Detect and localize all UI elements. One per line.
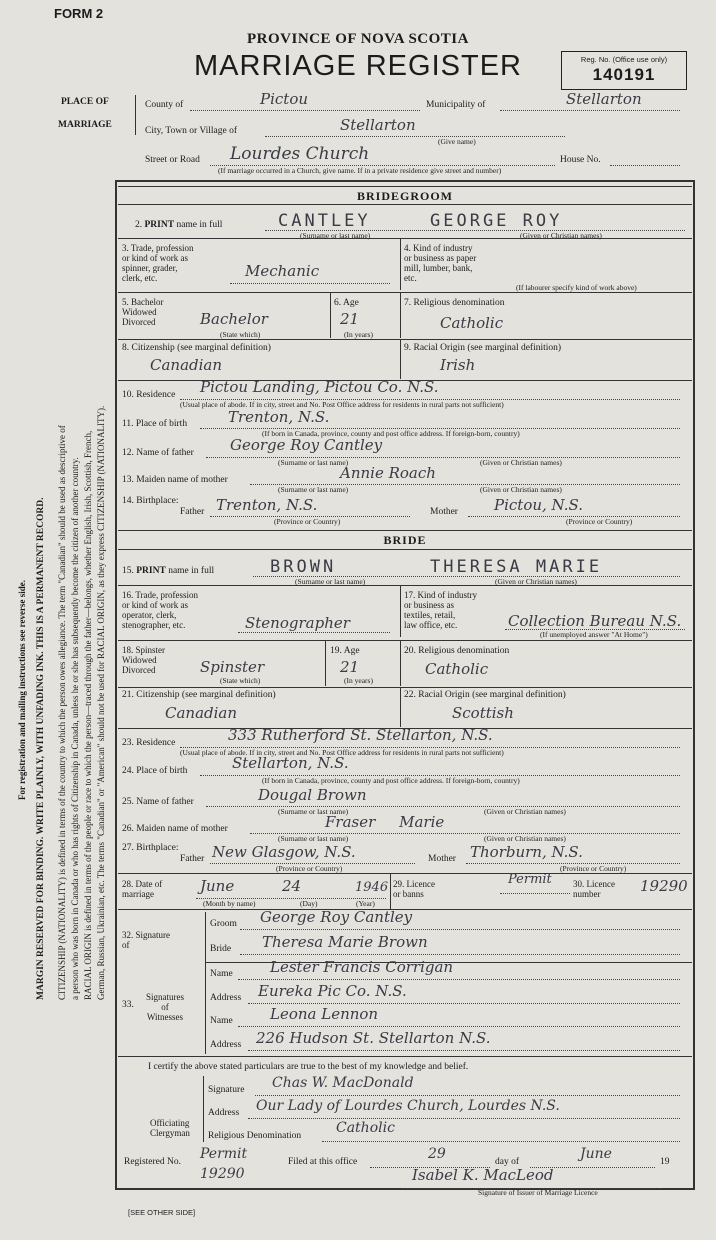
- field-2-number: 2.: [135, 220, 143, 230]
- field-27-mother-word: Mother: [428, 854, 456, 864]
- filed-day: 29: [428, 1146, 446, 1162]
- see-other-side: [SEE OTHER SIDE]: [128, 1208, 196, 1217]
- street-label: Street or Road: [145, 155, 200, 165]
- field-14-label: 14. Birthplace:: [122, 496, 179, 506]
- field-18-label: 18. Spinster Widowed Divorced: [122, 645, 166, 675]
- house-line: [610, 165, 680, 166]
- rule: [325, 640, 326, 686]
- groom-given-names: GEORGE ROY: [430, 211, 563, 231]
- marriage-month: June: [200, 877, 235, 895]
- licence-or-banns: Permit: [508, 872, 552, 887]
- place-side-label-1: PLACE OF: [61, 97, 109, 107]
- field-19-label: 19. Age: [330, 646, 360, 656]
- witness-1-name: Lester Francis Corrigan: [270, 958, 454, 976]
- field-22-label: 22. Racial Origin (see marginal definition): [404, 690, 566, 700]
- groom-racial-origin: Irish: [440, 356, 476, 374]
- reg-number-label: Reg. No. (Office use only): [580, 55, 668, 64]
- bride-father: Dougal Brown: [258, 786, 367, 804]
- clergy-address: Our Lady of Lourdes Church, Lourdes N.S.: [256, 1098, 560, 1114]
- rule: [118, 585, 692, 586]
- field-16-label: 16. Trade, profession or kind of work as operator, clerk, stenographer, etc.: [122, 590, 198, 630]
- field-12-given-caption: (Given or Christian names): [480, 458, 562, 467]
- rule: [248, 1050, 680, 1051]
- city-label: City, Town or Village of: [145, 126, 237, 136]
- margin-citizenship-def-1: CITIZENSHIP (NATIONALITY) is defined in terms of the country to which the person owes allegiance. The term "Canadian" should be used as descriptive of: [57, 425, 67, 1000]
- bride-industry: Collection Bureau N.S.: [508, 612, 682, 630]
- field-11-caption: (If born in Canada, province, county and post office address. If foreign-born, country): [262, 429, 520, 438]
- groom-trade-line: [230, 283, 390, 284]
- rule: [118, 530, 692, 531]
- witness-1-address: Eureka Pic Co. N.S.: [258, 982, 407, 1000]
- bridegroom-heading: BRIDEGROOM: [356, 189, 453, 203]
- field-28-label: 28. Date of marriage: [122, 879, 163, 899]
- bride-surname-caption: (Surname or last name): [295, 577, 366, 586]
- field-24-label: 24. Place of birth: [122, 766, 188, 776]
- clergy-denomination: Catholic: [336, 1120, 395, 1136]
- city-line: [265, 136, 565, 137]
- rule: [118, 238, 692, 239]
- field-4-label: 4. Kind of industry or business as paper mill, lumber, bank, etc.: [404, 243, 477, 283]
- field-25-label: 25. Name of father: [122, 797, 194, 807]
- province-heading: PROVINCE OF NOVA SCOTIA: [247, 31, 469, 47]
- groom-surname: CANTLEY: [278, 211, 371, 231]
- filed-label: Filed at this office: [288, 1157, 358, 1167]
- reg-number-box: [561, 51, 687, 90]
- field-27-label: 27. Birthplace:: [122, 843, 179, 853]
- field-27-mother-caption: (Province or Country): [560, 864, 627, 873]
- rule: [118, 549, 692, 550]
- form-number: FORM 2: [54, 6, 104, 21]
- bride-citizenship: Canadian: [165, 704, 238, 722]
- groom-residence: Pictou Landing, Pictou Co. N.S.: [200, 378, 439, 396]
- margin-racial-def-2: German, Russian, Ukrainian, etc. The terms "Canadian" or "American" should not be used for RACIAL ORIGIN, as they express CITIZENSHIP (NATIONALITY).: [96, 405, 106, 1000]
- place-side-label-2: MARRIAGE: [58, 120, 112, 130]
- bride-given-caption: (Given or Christian names): [495, 577, 577, 586]
- groom-given-caption: (Given or Christian names): [520, 231, 602, 240]
- field-13-surname-caption: (Surname or last name): [278, 485, 349, 494]
- groom-signature: George Roy Cantley: [260, 908, 413, 926]
- filed-month: June: [580, 1146, 612, 1162]
- municipality-value: Stellarton: [566, 90, 642, 108]
- rule: [118, 687, 692, 688]
- groom-state-caption: (State which): [220, 330, 261, 339]
- groom-mother: Annie Roach: [340, 464, 436, 482]
- rule: [118, 292, 692, 293]
- field-7-label: 7. Religious denomination: [404, 298, 505, 308]
- groom-marital-status: Bachelor: [200, 310, 268, 328]
- bride-residence: 333 Rutherford St. Stellarton, N.S.: [228, 726, 493, 744]
- field-13-given-caption: (Given or Christian names): [480, 485, 562, 494]
- bride-state-caption: (State which): [220, 676, 261, 685]
- field-32-label: 32. Signature of: [122, 930, 170, 950]
- field-26-given-caption: (Given or Christian names): [484, 834, 566, 843]
- field-17-label: 17. Kind of industry or business as textiles, retail, law office, etc.: [404, 590, 477, 630]
- month-caption: (Month by name): [203, 899, 256, 908]
- rule: [255, 1095, 680, 1096]
- religious-denomination-label: Religious Denomination: [208, 1131, 302, 1141]
- bride-years-caption: (In years): [344, 676, 373, 685]
- bride-heading: BRIDE: [383, 533, 427, 547]
- rule: [238, 632, 390, 633]
- clergy-address-label: Address: [208, 1108, 240, 1118]
- give-name-caption: (Give name): [438, 137, 476, 146]
- issuer-signature: Isabel K. MacLeod: [412, 1166, 554, 1184]
- rule: [205, 962, 206, 1054]
- rule: [238, 979, 680, 980]
- field-25-given-caption: (Given or Christian names): [484, 807, 566, 816]
- county-value: Pictou: [260, 90, 309, 108]
- groom-sig-label: Groom: [210, 919, 237, 929]
- field-14-father-word: Father: [180, 507, 205, 517]
- day-caption: (Day): [300, 899, 318, 908]
- marriage-day: 24: [282, 877, 302, 895]
- margin-racial-def-1: RACIAL ORIGIN is defined in terms of the people or race to which the person—traced through the father—belongs, whether English, Irish, Scottish, French,: [83, 430, 93, 1000]
- groom-age: 21: [340, 310, 360, 328]
- page-title: MARRIAGE REGISTER: [194, 50, 522, 82]
- rule: [118, 1056, 692, 1057]
- field-29-label: 29. Licence or banns: [393, 879, 435, 899]
- bride-racial-origin: Scottish: [452, 704, 514, 722]
- groom-citizenship: Canadian: [150, 356, 223, 374]
- margin-instructions-note: For registration and mailing instructions see reverse side.: [17, 580, 27, 800]
- bride-mother: Fraser Marie: [325, 813, 445, 831]
- groom-name-row: [135, 220, 222, 230]
- clergy-signature: Chas W. MacDonald: [272, 1075, 414, 1091]
- bride-name-row: [122, 566, 214, 576]
- groom-years-caption: (In years): [344, 330, 373, 339]
- field-27-father-word: Father: [180, 854, 205, 864]
- witness-2-address-label: Address: [210, 1040, 242, 1050]
- field-15-label: name in full: [168, 566, 215, 576]
- rule: [240, 954, 680, 955]
- licence-number: 19290: [640, 877, 688, 895]
- witness-2-address: 226 Hudson St. Stellarton N.S.: [256, 1029, 491, 1047]
- county-label: County of: [145, 100, 184, 110]
- witness-1-name-label: Name: [210, 969, 233, 979]
- rule: [400, 238, 401, 290]
- field-10-caption: (Usual place of abode. If in city, street and No. Post Office address for residents in rural parts not sufficient): [180, 400, 504, 409]
- rule: [118, 186, 692, 187]
- bride-given-names: THERESA MARIE: [430, 557, 603, 577]
- municipality-line: [500, 110, 680, 111]
- field-33-number: 33.: [122, 1000, 134, 1010]
- rule: [400, 339, 401, 379]
- rule: [118, 339, 692, 340]
- bride-sig-label: Bride: [210, 944, 232, 954]
- field-3-label: 3. Trade, profession or kind of work as spinner, grader, clerk, etc.: [122, 243, 194, 283]
- rule: [248, 1003, 680, 1004]
- witness-1-address-label: Address: [210, 993, 242, 1003]
- field-10-label: 10. Residence: [122, 390, 176, 400]
- street-value: Lourdes Church: [230, 144, 370, 164]
- field-20-label: 20. Religious denomination: [404, 646, 510, 656]
- field-12-surname-caption: (Surname or last name): [278, 458, 349, 467]
- field-13-label: 13. Maiden name of mother: [122, 475, 228, 485]
- rule: [400, 640, 401, 686]
- house-label: House No.: [560, 155, 601, 165]
- groom-father-birthplace: Trenton, N.S.: [216, 496, 318, 514]
- groom-surname-caption: (Surname or last name): [300, 231, 371, 240]
- field-14-father-caption: (Province or Country): [274, 517, 341, 526]
- registered-no-label: Registered No.: [124, 1157, 181, 1167]
- bride-birthplace: Stellarton, N.S.: [232, 754, 349, 772]
- groom-trade: Mechanic: [245, 262, 320, 280]
- field-5-label: 5. Bachelor Widowed Divorced: [122, 297, 164, 327]
- groom-father: George Roy Cantley: [230, 436, 383, 454]
- field-25-surname-caption: (Surname or last name): [278, 807, 349, 816]
- field-11-label: 11. Place of birth: [122, 419, 188, 429]
- municipality-label: Municipality of: [426, 100, 486, 110]
- rule: [205, 912, 206, 962]
- field-21-label: 21. Citizenship (see marginal definition): [122, 690, 276, 700]
- field-26-label: 26. Maiden name of mother: [122, 824, 228, 834]
- bride-father-birthplace: New Glasgow, N.S.: [212, 843, 356, 861]
- field-4-caption: (If labourer specify kind of work above): [516, 283, 637, 292]
- clergy-signature-label: Signature: [208, 1085, 245, 1095]
- year-caption: (Year): [356, 899, 375, 908]
- street-note: (If marriage occurred in a Church, give name. If in a private residence give street and number): [218, 166, 502, 175]
- county-line: [190, 110, 420, 111]
- field-30-label: 30. Licence number: [573, 879, 615, 899]
- rule: [118, 640, 692, 641]
- rule: [390, 873, 391, 909]
- rule: [400, 687, 401, 727]
- rule: [500, 893, 570, 894]
- bride-age: 21: [340, 658, 360, 676]
- bride-religion: Catholic: [425, 660, 489, 678]
- rule: [400, 585, 401, 637]
- registered-no-2: 19290: [200, 1166, 245, 1182]
- bride-marital-status: Spinster: [200, 658, 265, 676]
- rule: [322, 1141, 680, 1142]
- bride-signature: Theresa Marie Brown: [262, 933, 428, 951]
- field-23-caption: (Usual place of abode. If in city, street and No. Post Office address for residents in rural parts not sufficient): [180, 748, 504, 757]
- registered-no: Permit: [200, 1146, 248, 1162]
- print-word: PRINT: [136, 566, 166, 576]
- print-word: PRINT: [144, 220, 175, 230]
- rule: [118, 873, 692, 874]
- field-2-label: name in full: [176, 220, 223, 230]
- rule: [238, 1026, 680, 1027]
- issuer-caption: Signature of Issuer of Marriage Licence: [478, 1188, 598, 1197]
- field-17-caption: (If unemployed answer "At Home"): [540, 630, 648, 639]
- rule: [118, 204, 692, 205]
- rule: [203, 1076, 204, 1142]
- field-8-label: 8. Citizenship (see marginal definition): [122, 343, 271, 353]
- groom-mother-birthplace: Pictou, N.S.: [494, 496, 583, 514]
- margin-citizenship-def-2: a person who was born in Canada or who has rights of Citizenship in Canada, unless he or she has subsequently become the citizen of another country.: [70, 457, 80, 1000]
- bride-trade: Stenographer: [245, 614, 350, 632]
- field-23-label: 23. Residence: [122, 738, 176, 748]
- witness-label: Signatures of Witnesses: [146, 992, 184, 1022]
- certify-statement: I certify the above stated particulars are true to the best of my knowledge and belief.: [148, 1062, 469, 1072]
- groom-religion: Catholic: [440, 314, 504, 332]
- witness-2-name-label: Name: [210, 1016, 233, 1026]
- groom-birthplace: Trenton, N.S.: [228, 408, 330, 426]
- field-26-surname-caption: (Surname or last name): [278, 834, 349, 843]
- bride-surname: BROWN: [270, 557, 337, 577]
- rule: [400, 292, 401, 338]
- bride-mother-birthplace: Thorburn, N.S.: [470, 843, 583, 861]
- field-27-father-caption: (Province or Country): [276, 864, 343, 873]
- reg-number: 140191: [592, 65, 656, 84]
- witness-2-name: Leona Lennon: [270, 1005, 379, 1023]
- field-14-mother-word: Mother: [430, 507, 458, 517]
- year-prefix: 19: [660, 1157, 670, 1167]
- place-brace: [135, 95, 136, 135]
- officiating-clergyman-label: Officiating Clergyman: [150, 1118, 190, 1138]
- marriage-year: 1946: [355, 880, 389, 895]
- margin-binding-note: MARGIN RESERVED FOR BINDING. WRITE PLAINLY, WITH UNFADING INK. THIS IS A PERMANENT RECORD.: [36, 497, 46, 1000]
- rule: [330, 292, 331, 338]
- field-9-label: 9. Racial Origin (see marginal definition): [404, 343, 562, 353]
- field-12-label: 12. Name of father: [122, 448, 194, 458]
- day-of-label: day of: [495, 1157, 520, 1167]
- city-value: Stellarton: [340, 116, 416, 134]
- field-6-label: 6. Age: [334, 298, 359, 308]
- field-24-caption: (If born in Canada, province, county and post office address. If foreign-born, country): [262, 776, 520, 785]
- rule: [240, 929, 680, 930]
- field-14-mother-caption: (Province or Country): [566, 517, 633, 526]
- field-15-number: 15.: [122, 566, 134, 576]
- rule: [248, 1118, 680, 1119]
